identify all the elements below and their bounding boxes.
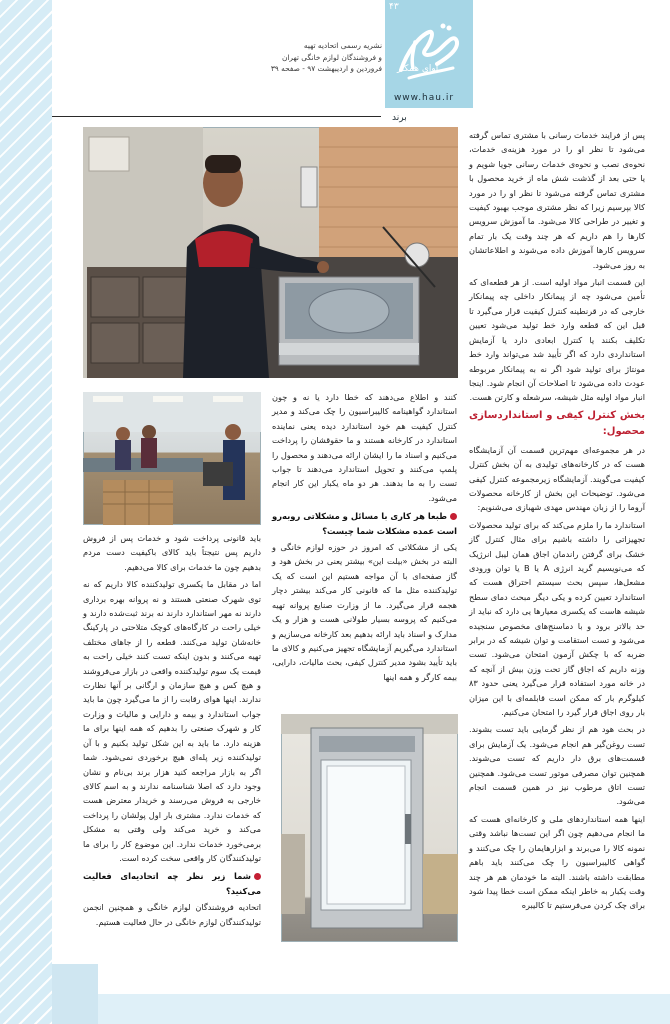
paragraph: پس از فرایند خدمات رسانی با مشتری تماس گرفته می‌شود تا نظر او را در مورد هزینه‌ی خدمات، نحوه‌ی نصب و نحوه‌ی خدمات رسانی جویا شویم و یا حتی بعد از گذشت شش ماه از خرید محصول با مشتری تماس گرفته می‌شود تا نظر او را در مورد کالا بپرسیم زیرا که نظر مشتری موجب بهبود کیفیت و تغییر در طراحی کالا می‌شود. ما آموزش سرویس کارها را هم داریم که هر چند وقت یک بار تمام سرویس کارها آموزش داده می‌شوند و اطلاعاتشان به روز می‌شود. xyxy=(469,130,645,270)
interview-question xyxy=(83,869,261,898)
question-bullet-icon xyxy=(254,873,261,880)
logo-number: ۴۳ xyxy=(389,2,399,12)
website-link[interactable]: www.hau.ir xyxy=(393,93,455,103)
article-column-middle xyxy=(272,390,457,687)
photo-test-chamber xyxy=(281,714,458,942)
decorative-stripe xyxy=(0,0,52,1024)
magazine-logo xyxy=(385,0,473,108)
logo-calligraphy-icon xyxy=(391,12,467,90)
header-divider xyxy=(52,116,381,117)
masthead-info xyxy=(270,40,382,75)
section-label: برند xyxy=(392,113,407,123)
paragraph: اینها همه استانداردهای ملی و کارخانه‌ای هست که ما انجام می‌دهیم چون اگر این تست‌ها نباشد وقتی نمونه کالا را می‌برند و ابزارهایمان را چک می‌کنند و گواهی کالیبراسیون را چک می‌کنند باید باهم مطابقت داشته باشند. البته ما خودمان هم هر چند وقت یکبار به خاطر اینکه ممکن است خطا پیدا شود برای چک کردن می‌فرستیم تا کالیبره xyxy=(469,813,645,911)
section-heading: بخش کنترل کیفی و استانداردسازی محصول: xyxy=(469,409,645,437)
masthead-line-1: نشریه رسمی اتحادیه تهیه xyxy=(303,41,382,50)
logo-text: آوای همکار xyxy=(397,64,439,74)
paragraph: در هر مجموعه‌ای مهم‌ترین قسمت آن آزمایشگاه هست که در کارخانه‌های تولیدی به آن بخش کنترل کیفیت می‌گویند. آزمایشگاه زیرمجموعه کنترل کیفی می‌شود. توضیحات این بخش از کارخانه محصولات آروما را از زبان مهندس مهدی شهبازی می‌شنویم: xyxy=(469,444,645,513)
question-bullet-icon xyxy=(450,513,457,520)
paragraph: باید قانونی پرداخت شود و خدمات پس از فروش داریم پس نتیجتاً باید کالای باکیفیت دست مردم بدهیم چون ما خدمات برای کالا می‌دهیم. xyxy=(83,533,261,572)
masthead-line-3: فروردین و اردیبهشت ۹۷ - صفحه ۳۹ xyxy=(270,64,382,73)
paragraph: در بحث هود هم از نظر گرمایی باید تست بشوند. تست روغن‌گیر هم انجام می‌شود. یک آزمایش برای قسمت‌های برق دار داریم که تست می‌شوند. همچنین توان مصرفی موتور تست می‌شود. همچنین تست اتاق مرطوب نیز در همین قسمت انجام می‌شود. xyxy=(469,724,645,807)
footer-corner-block xyxy=(52,964,98,1024)
article-column-right xyxy=(469,128,645,916)
paragraph: این قسمت انبار مواد اولیه است. از هر قطعه‌ای که تأمین می‌شود چه از پیمانکار داخلی چه پیمانکار خارجی که در قرنطینه کنترل کیفیت قرار می‌گیرد تا قبل این که قطعه وارد خط تولید می‌شود تعیین تکلیف بکنند یا کنترل ابعادی دارد یا آزمایش استانداردی دارد که اگر تأیید شد می‌تواند وارد خط مونتاژ برای تولید شود اگر نه به پیمانکار مربوطه عودت داده می‌شود تا اصلاحات آن انجام شود. اینجا انبار مواد اولیه مثل شیشه، سرشعله و کارتن هست. xyxy=(469,277,645,403)
photo-assembly-line xyxy=(83,392,261,525)
footer-band xyxy=(52,994,670,1024)
paragraph: کنند و اطلاع می‌دهند که خطا دارد یا نه و چون استاندارد گواهینامه کالیبراسیون را چک می‌کند و مدیر کنترل کیفیت هم خود استاندارد دیده یعنی نماینده استاندارد در کارخانه هستند و ما حقوقشان را پرداخت می‌کنیم و اسناد ما را ایشان ارائه می‌دهند و محصول را پلمپ می‌کنند و تحویل استاندارد می‌دهند تا جواب تست را به ما بدهند. هر دو ماه یکبار این کار انجام می‌شود. xyxy=(272,392,457,503)
interview-question xyxy=(272,509,457,538)
paragraph: یکی از مشکلاتی که امروز در حوزه لوازم خانگی و البته در بخش «بیلت این» بیشتر یعنی در بخش هود و گاز صفحه‌ای با آن مواجه هستیم این است که یک تولیدکننده مثل ما که قانونی کار می‌کند بیشتر دچار هجمه قرار می‌گیرد. ما از وزارت صنایع پروانه تهیه می‌کنیم که پروسه بسیار طولانی هست و هزار و یک مدارک و اسناد باید ارائه بدهیم بعد کارخانه می‌سازیم و استاندارد می‌گیریم آزمایشگاه تجهیز می‌کنیم و کالای ما باید تأیید بشود مدیر کنترل کیفی، بحث مالیات، دارایی، بیمه کارگر و همه اینها xyxy=(272,542,457,682)
paragraph: اتحادیه فروشندگان لوازم خانگی و همچنین انجمن تولیدکنندگان لوازم خانگی در حال فعالیت هستیم. xyxy=(83,902,261,927)
paragraph: اما در مقابل ما یکسری تولیدکننده کالا داریم که نه توی شهرک صنعتی هستند و نه پروانه بهره برداری دارند نه مهر استاندارد دارند نه برند ثبت‌شده دارند و خیلی راحت در کارگاه‌های کوچک متلاحتی در پارکینگ خانه‌شان تولید می‌کنند. قطعه را از جاهای مختلف تهیه می‌کنند و بدون اینکه تست کنند خیلی راحت به قیمت یک سوم تولیدکننده واقعی در بازار می‌فروشند و هیچ کس و هیچ سازمان و ارگانی بر آنها نظارت ندارند. اینها هوای رقابت را از ما می‌گیرد چون ما باید جواب استاندارد و بیمه و دارایی و مالیات و وزارت کار و شهرک صنعتی را بدهیم که همه اینها برای ما هزینه دارد. ما باید به این شکل تولید بکنیم و با آن تولیدکننده زیر پله‌ای هیچ برخوردی نمی‌شود. شما اگر به بازار مراجعه کنید هزار برند بی‌نام و نشان وجود دارد که اصلا شناسنامه ندارند و به اسم کالای خارجی به فروش می‌رسند و خریدار معترض هست که خدمات ندارد. مشتری بار اول پولشان را پرداخت می‌کند و خرید می‌کند ولی وقتی به مشکل برمی‌خورد خدمات ندارد. این موضوع کار را برای ما تولیدکنندگان کار واقعی سخت کرده است. xyxy=(83,579,261,863)
paragraph: استاندارد ما را ملزم می‌کند که برای تولید محصولات تجهیزاتی را داشته باشیم برای مثال کنترل گاز خشک برای گرفتن راندمان اجاق همان لیبل انرژیک که می‌نویسیم گرید انرژی A یا B یا توان ورودی مشعل‌ها، سپس بحث سیستم احتراق هست که استاندارد تعیین کرده و یکی دیگر مبحث دمای سطح شیشه هاست که یکسری معیارها یی دارد که نباید از حد بالاتر برود و با دماسنج‌های مخصوص سنجیده می‌شود و تست استقامت و توان شیشه که در برابر ضربه که با چکش آزمون امتحان می‌شود. تست وزنه داریم که اجاق گاز تحت وزن بیش از آنچه که در خانه مورد استفاده قرار می‌گیرد یعنی حدود ۸۳ کیلوگرم بار که ممکن است قابلمه‌ای با این میزان بار روی اجاق قرار گیرد را امتحان می‌کنیم. xyxy=(469,519,646,718)
masthead-line-2: و فروشندگان لوازم خانگی تهران xyxy=(281,52,382,62)
question-text: شما زیر نظر چه اتحادیه‌ای فعالیت می‌کنید؟ xyxy=(83,871,261,896)
question-text: طبعا هر کاری با مسائل و مشکلاتی روبه‌رو است عمده مشکلات شما چیست؟ xyxy=(272,511,457,536)
photo-technician-testing-hood xyxy=(83,127,458,378)
article-column-left xyxy=(83,531,261,932)
